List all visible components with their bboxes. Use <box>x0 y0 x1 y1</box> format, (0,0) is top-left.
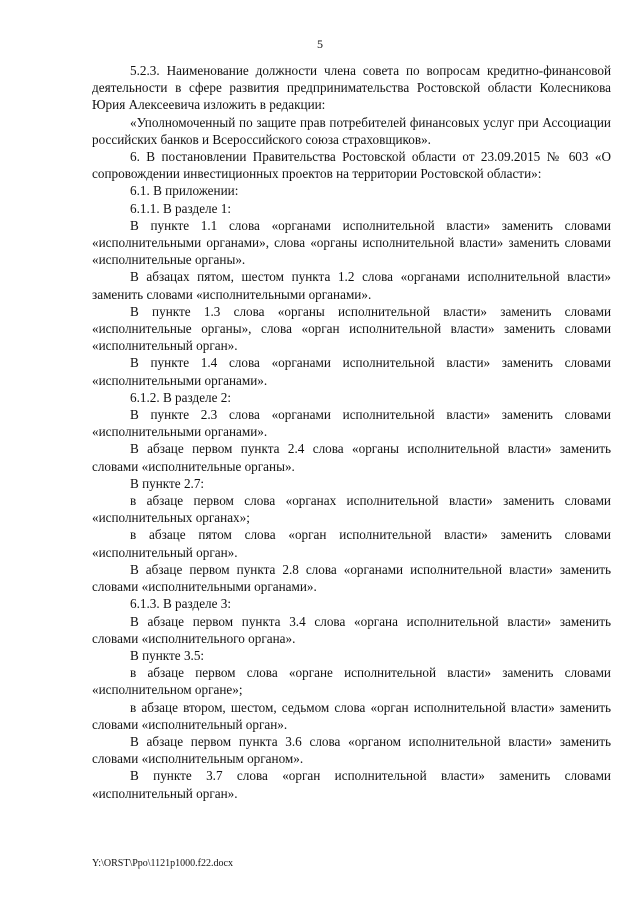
paragraph: В абзаце первом пункта 2.4 слова «органы исполнительной власти» заменить словами «исполнительные органы». <box>92 441 611 474</box>
paragraph: В пункте 2.7: <box>130 475 205 491</box>
paragraph: 6.1.2. В разделе 2: <box>130 389 232 405</box>
paragraph: в абзаце первом слова «органах исполнительной власти» заменить словами «исполнительных органах»; <box>92 493 611 526</box>
page-number: 5 <box>317 37 323 51</box>
paragraph: 6.1.1. В разделе 1: <box>130 200 232 216</box>
paragraph: В пункте 1.3 слова «органы исполнительной власти» заменить словами «исполнительные органы», слова «орган исполнительной власти» заменить словами «исполнительный орган». <box>92 303 611 354</box>
paragraph: 5.2.3. Наименование должности члена совета по вопросам кредитно-финансовой деятельности в сфере развития предпринимательства Ростовской области Колесникова Юрия Алексеевича изложить в редакции: <box>92 63 611 113</box>
paragraph: В абзаце первом пункта 2.8 слова «органами исполнительной власти» заменить словами «исполнительными органами». <box>92 561 611 595</box>
paragraph: В пункте 1.1 слова «органами исполнительной власти» заменить словами «исполнительными органами», слова «органы исполнительной власти» заменить словами «исполнительные органы». <box>92 217 611 268</box>
paragraph: 6.1.3. В разделе 3: <box>130 596 232 612</box>
file-path-footer: Y:\ORST\Ppo\1121p1000.f22.docx <box>92 858 233 869</box>
paragraph: 6.1. В приложении: <box>130 183 239 199</box>
paragraph: в абзаце первом слова «органе исполнительной власти» заменить словами «исполнительном органе»; <box>92 665 611 698</box>
paragraph: В пункте 2.3 слова «органами исполнительной власти» заменить словами «исполнительными органами». <box>92 407 611 440</box>
paragraph: в абзаце втором, шестом, седьмом слова «орган исполнительной власти» заменить словами «исполнительный орган». <box>92 699 611 732</box>
paragraph: В пункте 3.7 слова «орган исполнительной власти» заменить словами «исполнительный орган». <box>92 768 611 801</box>
paragraph: В абзаце первом пункта 3.6 слова «органом исполнительной власти» заменить словами «исполнительным органом». <box>92 733 611 767</box>
paragraph: В пункте 3.5: <box>130 647 205 663</box>
paragraph: «Уполномоченный по защите прав потребителей финансовых услуг при Ассоциации российских банков и Всероссийского союза страховщиков». <box>92 114 611 147</box>
document-body <box>92 62 611 802</box>
paragraph: В абзаце первом пункта 3.4 слова «органа исполнительной власти» заменить словами «исполнительного органа». <box>92 613 611 646</box>
paragraph: 6. В постановлении Правительства Ростовской области от 23.09.2015 № 603 «О сопровождении инвестиционных проектов на территории Ростовской области»: <box>92 149 611 182</box>
paragraph: В пункте 1.4 слова «органами исполнительной власти» заменить словами «исполнительными органами». <box>92 355 611 388</box>
paragraph: в абзаце пятом слова «орган исполнительной власти» заменить словами «исполнительный орган». <box>92 527 611 560</box>
paragraph: В абзацах пятом, шестом пункта 1.2 слова «органами исполнительной власти» заменить словами «исполнительными органами». <box>92 269 611 302</box>
